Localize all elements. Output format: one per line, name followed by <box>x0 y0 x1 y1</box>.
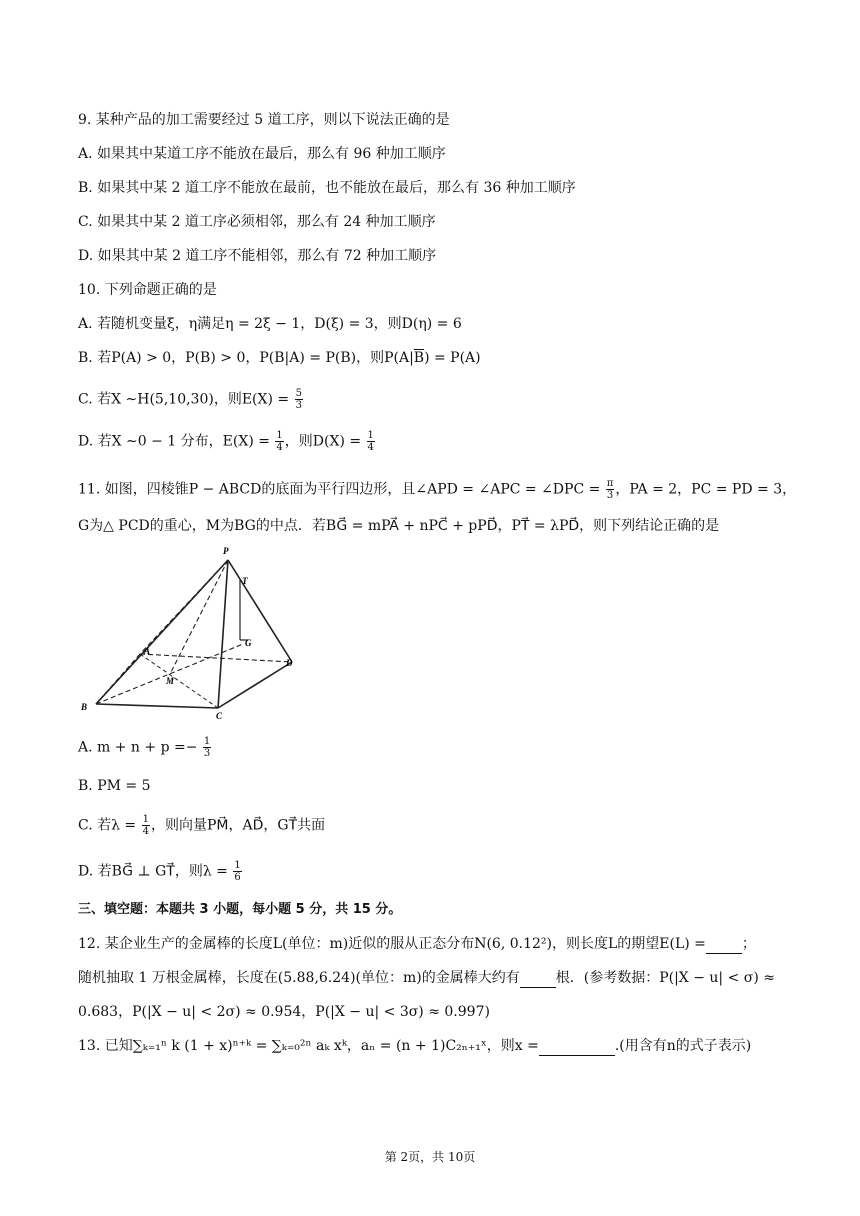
q11-a-den: 3 <box>203 748 211 759</box>
q10-d-fraction-2 <box>367 430 375 453</box>
q10-stem: 10. 下列命题正确的是 <box>78 282 217 298</box>
page-footer: 第 2页，共 10页 <box>384 1150 476 1164</box>
q10-option-c <box>78 388 304 411</box>
q11-a-fraction <box>203 736 211 759</box>
q9-option-c: C. 如果其中某 2 道工序必须相邻，那么有 24 种加工顺序 <box>78 214 436 230</box>
q13-blank[interactable] <box>539 1041 615 1056</box>
q12-line-2 <box>78 968 775 988</box>
q11-c-pre: C. 若λ = <box>78 817 141 834</box>
q10-d-mid: ，则D(X) = <box>284 433 366 450</box>
q9-option-d: D. 如果其中某 2 道工序不能相邻，那么有 72 种加工顺序 <box>78 248 437 264</box>
q10-b-bar: $\overline{B}$ <box>413 350 425 366</box>
label-a: A <box>144 646 151 656</box>
q12-line1-post: ； <box>741 936 756 952</box>
q11-line1-num: π <box>606 478 614 489</box>
q13-pre: 13. 已知∑ₖ₌₁ⁿ k (1 + x)ⁿ⁺ᵏ = ∑ₖ₌₀²ⁿ aₖ xᵏ，aₙ = (n + 1)C₂ₙ₊₁ˣ，则x = <box>78 1038 539 1054</box>
q12-line1-pre: 12. 某企业生产的金属棒的长度L(单位：m)近似的服从正态分布N(6, 0.12²)，则长度L的期望E(L) = <box>78 936 706 952</box>
q11-line1-den: 3 <box>606 490 614 501</box>
q9-stem: 9. 某种产品的加工需要经过 5 道工序，则以下说法正确的是 <box>78 112 450 128</box>
edge-pb <box>96 560 228 704</box>
q12-blank-1[interactable] <box>706 939 742 954</box>
q13-post: .(用含有n的式子表示) <box>614 1038 752 1054</box>
q12-line-3: 0.683，P(|X − u| < 2σ) ≈ 0.954，P(|X − u| < 3σ) ≈ 0.997) <box>78 1004 490 1020</box>
q12-blank-2[interactable] <box>520 973 556 988</box>
label-g: G <box>245 638 252 648</box>
q10-option-b <box>78 348 481 368</box>
q11-line-2: G为△ PCD的重心，M为BG的中点．若BG⃗ = mPA⃗ + nPC⃗ + pPD⃗，PT⃗ = λPD⃗，则下列结论正确的是 <box>78 518 720 534</box>
q11-d-num: 1 <box>234 860 241 871</box>
q11-d-den: 6 <box>234 872 241 883</box>
section-3-heading: 三、填空题：本题共 3 小题，每小题 5 分，共 15 分。 <box>78 902 402 917</box>
q10-d-num2: 1 <box>367 430 374 441</box>
label-t: T <box>242 576 248 586</box>
q10-option-a: A. 若随机变量ξ，η满足η = 2ξ − 1，D(ξ) = 3，则D(η) = 6 <box>78 316 462 332</box>
edge-pa <box>140 560 228 654</box>
q11-c-post: ，则向量PM⃗，AD⃗，GT⃗共面 <box>151 817 326 834</box>
q11-line-1 <box>78 478 796 501</box>
edge-pc <box>218 560 228 708</box>
q10-c-den: 3 <box>295 400 302 411</box>
q11-a-num: 1 <box>203 736 211 747</box>
q9-option-b: B. 如果其中某 2 道工序不能放在最前，也不能放在最后，那么有 36 种加工顺序 <box>78 180 576 196</box>
q10-d-fraction-1 <box>275 430 283 453</box>
pyramid-figure <box>78 542 308 720</box>
q11-option-d <box>78 860 243 883</box>
q11-line1-pre: 11. 如图，四棱锥P − ABCD的底面为平行四边形，且∠APD = ∠APC = ∠DPC = <box>78 481 605 498</box>
edge-cd <box>218 662 292 708</box>
label-b: B <box>81 702 88 712</box>
edge-ab <box>96 654 140 704</box>
q11-c-num: 1 <box>142 814 149 825</box>
label-m: M <box>166 676 175 686</box>
q11-a-pre: A. m + n + p =− <box>78 739 202 756</box>
q10-c-fraction <box>295 388 303 411</box>
q11-option-c <box>78 814 325 837</box>
q10-option-d <box>78 430 376 453</box>
q11-d-pre: D. 若BG⃗ ⊥ GT⃗，则λ = <box>78 863 233 880</box>
q9-option-a: A. 如果其中某道工序不能放在最后，那么有 96 种加工顺序 <box>78 146 446 162</box>
q10-d-num1: 1 <box>276 430 283 441</box>
q12-line2-post: 根．(参考数据：P(|X − u| < σ) ≈ <box>555 970 775 986</box>
label-p: P <box>223 546 229 556</box>
q11-line1-fraction <box>606 478 615 501</box>
q11-d-fraction <box>233 860 241 883</box>
q10-d-den2: 4 <box>367 442 374 453</box>
q12-line2-pre: 随机抽取 1 万根金属棒，长度在(5.88,6.24)(单位：m)的金属棒大约有 <box>78 970 520 986</box>
label-c: C <box>216 711 223 720</box>
q10-d-pre: D. 若X ∼0 − 1 分布，E(X) = <box>78 433 275 450</box>
q10-b-pre: B. 若P(A) > 0，P(B) > 0，P(B|A) = P(B)，则P(A| <box>78 350 414 366</box>
edge-bc <box>96 704 218 708</box>
q10-c-num: 5 <box>295 388 302 399</box>
q11-option-a <box>78 736 212 759</box>
q12-line-1 <box>78 934 756 954</box>
q13-line <box>78 1036 751 1056</box>
q10-c-pre: C. 若X ∼H(5,10,30)，则E(X) = <box>78 391 294 408</box>
q11-option-b: B. PM = 5 <box>78 778 151 794</box>
q10-d-den1: 4 <box>276 442 283 453</box>
q11-line1-post: ，PA = 2，PC = PD = 3， <box>615 481 797 498</box>
q11-c-den: 4 <box>142 826 149 837</box>
label-d: D <box>286 658 293 668</box>
q10-b-post: ) = P(A) <box>424 350 481 366</box>
q11-c-fraction <box>142 814 150 837</box>
